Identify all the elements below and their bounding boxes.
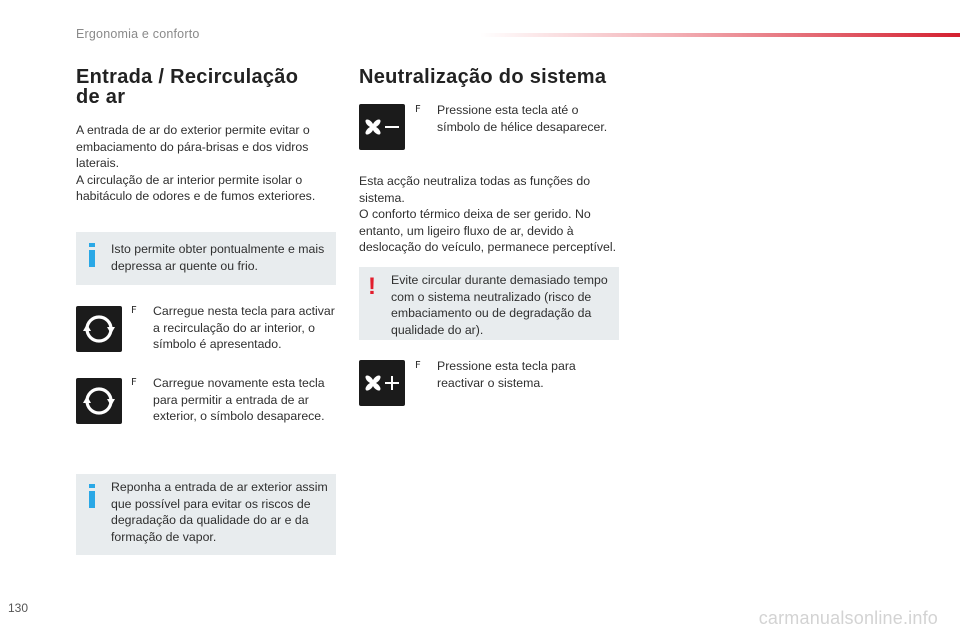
watermark: carmanualsonline.info (758, 608, 938, 628)
intro-line: A circulação de ar interior permite isolar o (76, 172, 303, 187)
info-note-text: Isto permite obter pontualmente e mais depressa ar quente ou frio. (111, 242, 325, 273)
intro-line: habitáculo de odores e de fumos exteriores. (76, 189, 316, 204)
bullet-marker: F (415, 360, 421, 371)
air-recirculation-icon (76, 378, 122, 424)
bullet-marker: F (415, 104, 421, 115)
left-intro-paragraph (76, 122, 336, 205)
fan-minus-icon (359, 104, 405, 150)
info-icon (89, 243, 95, 267)
body-line: sistema. (359, 190, 405, 205)
section-title: Ergonomia e conforto (76, 27, 200, 41)
fan-plus-icon (359, 360, 405, 406)
left-section-title: Entrada / Recirculação de ar (76, 66, 299, 108)
page-number: 130 (8, 601, 29, 615)
intro-line: A entrada de ar do exterior permite evitar o (76, 123, 310, 137)
warning-note-text: Evite circular durante demasiado tempo com o sistema neutralizado (risco de embaciamento ou de degradação da qualidade do ar). (391, 273, 608, 337)
info-note-text: Reponha a entrada de ar exterior assim que possível para evitar os riscos de degradação da qualidade do ar e da formação de vapor. (111, 480, 328, 544)
header-accent-bar (480, 33, 960, 37)
air-recirculation-icon (76, 306, 122, 352)
body-line: entanto, um ligeiro fluxo de ar, devido à (359, 223, 574, 238)
warning-icon: ! (368, 273, 376, 300)
warning-note (359, 267, 619, 340)
right-body-paragraph (359, 173, 629, 256)
info-note (76, 232, 336, 285)
info-icon (89, 484, 95, 508)
info-note (76, 474, 336, 555)
body-line: deslocação do veículo, permanece perceptível. (359, 240, 617, 255)
intro-line: laterais. (76, 156, 120, 171)
body-line: O conforto térmico deixa de ser gerido. No (359, 207, 591, 222)
bullet-marker: F (131, 305, 137, 316)
body-line: Esta acção neutraliza todas as funções do (359, 174, 591, 188)
bullet-marker: F (131, 377, 137, 388)
intro-line: embaciamento do pára-brisas e dos vidros (76, 139, 309, 154)
right-section-title: Neutralização do sistema (359, 66, 607, 88)
